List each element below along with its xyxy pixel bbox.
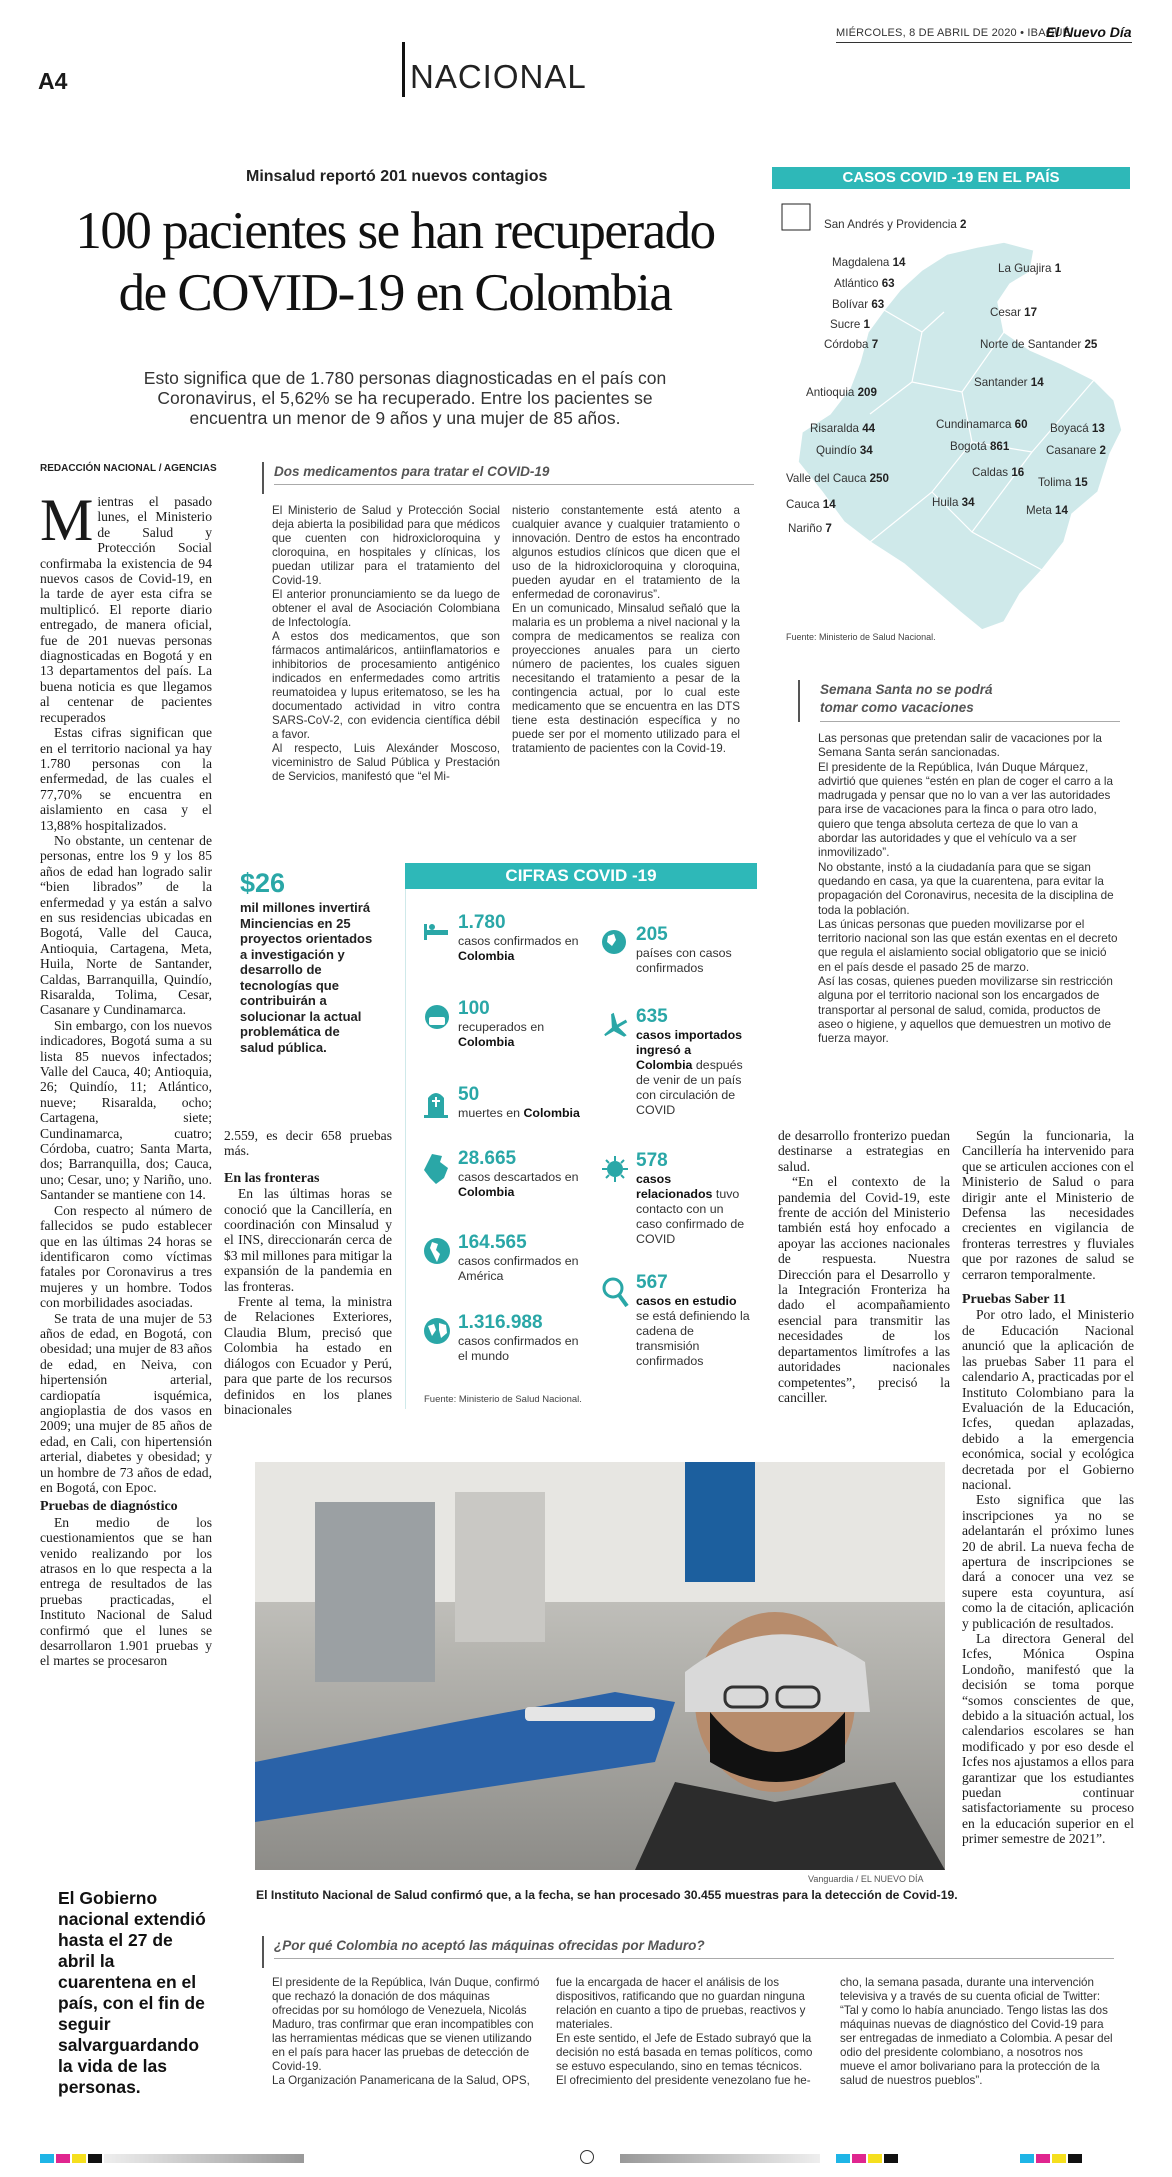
semana-box-rule (820, 721, 1120, 722)
semana-title-line1: Semana Santa no se podrá (820, 682, 993, 697)
money-amount: $26 (240, 868, 286, 898)
stat-label: casos importados ingresó a Colombia después de venir de un país con circulación de COVID (636, 1028, 743, 1117)
subhead-fronteras: En las fronteras (224, 1170, 320, 1186)
map-label-sucre: Sucre 1 (830, 318, 870, 331)
deck: Esto significa que de 1.780 personas diagnosticadas en el país con Coronavirus, el 5,62% se ha recuperado. Entre los pacientes se encuentra un menor de 9 años y una mujer de 85 años. (143, 368, 667, 428)
map-label-antioquia: Antioquia 209 (806, 386, 877, 399)
main-p4: Sin embargo, con los nuevos indicadores, Bogotá suma a su lista 85 nuevos infectados; Valle del Cauca, 40; Antioquia, 26; Quindío, 11; Atlántico, nueve; Risaralda, ocho; Cartagena, siete; Cundinamarca, cuatro; Córdoba, cuatro; Santa Marta, dos; Barranquilla, dos; Cauca, uno; Cesar, uno; y Nariño, uno. Santander se mantiene con 14. (40, 1017, 212, 1203)
maduro-box-bracket (262, 1936, 274, 1968)
col2-p2: En las últimas horas se conoció que la Cancillería, en coordinación con Minsalud y el INS, direccionarán cerca de $3 mil millones para mitigar la expansión de la pandemia en las fronteras. (224, 1186, 392, 1294)
stat-countries (600, 924, 750, 976)
stat-discarded (422, 1148, 582, 1200)
col2-p3: Frente al tema, la ministra de Relaciones Exteriores, Claudia Blum, precisó que Colombia ha estado en diálogos con Ecuador y Perú, para que parte de los recursos definidos en los planes binacionales (224, 1294, 392, 1417)
stat-label: muertes en Colombia (458, 1106, 580, 1120)
map-label-magdalena: Magdalena 14 (832, 256, 906, 269)
stat-confirmed (422, 912, 582, 964)
brand-logo: El Nuevo Día (1046, 24, 1132, 40)
col4-p1: Según la funcionaria, la Cancillería ha intervenido para que se articulen acciones con el Ministerio de Salud o para dirigir ante el Ministerio de Defensa las necesidades crecientes en vigilancia de fronteras terrestres y fluviales que por razones de salud se cerraron temporalmente. (962, 1128, 1134, 1282)
col2-text (224, 1128, 392, 1417)
stat-number: 28.665 (458, 1148, 517, 1169)
stat-label: países con casos confirmados (636, 946, 732, 975)
stat-label: casos relacionados tuvo contacto con un caso confirmado de COVID (636, 1172, 745, 1246)
subhead-pruebas: Pruebas de diagnóstico (40, 1499, 178, 1515)
stat-study (600, 1272, 750, 1369)
maduro-col3: cho, la semana pasada, durante una intervención televisiva y a través de su cuenta oficial de Twitter: “Tal y como lo había anunciado. Tengo listas las dos máquinas nuevas de diagnóstico del Covid-19 para ser entregadas de inmediato a Colombia. A pesar del odio del presidente colombiano, a nosotros nos mueve el amor bolivariano para la protección de la salud de nuestros pueblos”. (840, 1976, 1113, 2087)
stat-number: 578 (636, 1150, 668, 1171)
byline: REDACCIÓN NACIONAL / AGENCIAS (40, 463, 217, 474)
inset-box (782, 204, 810, 230)
main-p7: En medio de los cuestionamientos que se han venido realizando por los atrasos en lo que respecta a la entrega de resultados de las pruebas practicadas, el Instituto Nacional de Salud confirmó que el lunes se desarrollaron 1.901 pruebas y el martes se procesaron (40, 1514, 212, 1669)
money-text: mil millones invertirá Minciencias en 25 proyectos orientados a investigación y desarrollo de tecnologías que contribuirán a solucionar la actual problemática de salud pública. (240, 900, 373, 1055)
colombia-map-icon (422, 1152, 450, 1186)
col4-text (962, 1128, 1134, 1847)
map-label-valle: Valle del Cauca 250 (786, 472, 889, 485)
dropcap: M (40, 487, 94, 553)
photo-caption: El Instituto Nacional de Salud confirmó que, a la fecha, se han procesado 30.455 muestras para la detección de Covid-19. (256, 1888, 958, 1902)
kicker: Minsalud reportó 201 nuevos contagios (246, 168, 548, 185)
stat-america (422, 1232, 582, 1284)
cifras-title: CIFRAS COVID -19 (505, 866, 657, 885)
registration-mark (580, 2150, 594, 2164)
stat-related (600, 1150, 750, 1247)
map-label-la-guajira: La Guajira 1 (998, 262, 1062, 275)
photo-credit: Vanguardia / EL NUEVO DÍA (808, 1874, 924, 1884)
header-rule (836, 42, 1132, 43)
map-label-tolima: Tolima 15 (1038, 476, 1088, 489)
stat-number: 567 (636, 1272, 668, 1293)
america-globe-icon (422, 1236, 452, 1266)
meds-box-title: Dos medicamentos para tratar el COVID-19 (274, 464, 550, 479)
stat-imported (600, 1006, 750, 1118)
semana-box-bracket (798, 680, 810, 722)
main-p2: Estas cifras significan que en el territorio nacional ya hay 1.780 personas con la enfermedad, de las cuales el 77,70% se encuentra en aislamiento en casa y el 13,88% hospitalizados. (40, 725, 212, 833)
headline (30, 200, 760, 324)
magnifier-icon (600, 1276, 630, 1310)
section-title: NACIONAL (410, 58, 587, 95)
tombstone-icon (422, 1088, 450, 1118)
stat-number: 205 (636, 924, 668, 945)
maduro-box-title: ¿Por qué Colombia no aceptó las máquinas ofrecidas por Maduro? (274, 1938, 705, 1953)
dateline: MIÉRCOLES, 8 DE ABRIL DE 2020 • IBAGUÉ (836, 27, 1071, 39)
map-label-bogota: Bogotá 861 (950, 440, 1010, 453)
stat-number: 164.565 (458, 1232, 527, 1253)
map-label-quindio: Quindío 34 (816, 444, 873, 457)
map-label-narino: Nariño 7 (788, 522, 832, 535)
map-label-cesar: Cesar 17 (990, 306, 1038, 319)
page-number: A4 (38, 68, 68, 94)
semana-box-title (820, 681, 993, 717)
map-label-casanare: Casanare 2 (1046, 444, 1106, 457)
map-label-norte-santander: Norte de Santander 25 (980, 338, 1098, 351)
stat-label: casos confirmados en América (458, 1254, 579, 1283)
cifras-source: Fuente: Ministerio de Salud Nacional. (424, 1394, 582, 1405)
stat-label: casos confirmados en Colombia (458, 934, 579, 963)
maduro-col1: El presidente de la República, Iván Duque, confirmó que rechazó la donación de dos máquinas ofrecidas por su homólogo de Venezuela, Nicolás Maduro, tras confirmar que eran incompatibles con las herramientas médicas que se vienen utilizando en el país para hacer las pruebas de detección de Covid-19. La Organización Panamericana de la Salud, OPS, (272, 1976, 540, 2087)
airplane-icon (600, 1012, 630, 1042)
stat-number: 635 (636, 1006, 668, 1027)
col4-p2: Por otro lado, el Ministerio de Educación Nacional anunció que la aplicación de las pruebas Saber 11 para el calendario A, practicadas por el Instituto Colombiano para la Evaluación de la Educación, Icfes, quedan aplazadas, debido a la emergencia económica, social y ecológica decretada por el Gobierno nacional. (962, 1307, 1134, 1492)
hospital-bed-icon (422, 916, 450, 944)
stat-world (422, 1312, 582, 1364)
stat-number: 50 (458, 1084, 480, 1105)
col3-p1: de desarrollo fronterizo puedan destinarse a estrategias en salud. (778, 1128, 950, 1174)
map-source: Fuente: Ministerio de Salud Nacional. (786, 632, 936, 642)
stat-label: casos descartados en Colombia (458, 1170, 579, 1199)
map-label-cauca: Cauca 14 (786, 498, 836, 511)
map-label-inset: San Andrés y Providencia 2 (824, 218, 967, 231)
map-label-cordoba: Córdoba 7 (824, 338, 879, 351)
headline-line2: de COVID-19 en Colombia (118, 264, 672, 322)
map-label-atlantico: Atlántico 63 (834, 277, 895, 290)
map-label-huila: Huila 34 (932, 496, 975, 509)
main-article-column (40, 487, 212, 1669)
col4-p4: La directora General del Icfes, Mónica Ospina Londoño, manifestó que la decisión se toma porque “somos conscientes de que, debido a la situación actual, los calendarios escolares se han modificado y por eso desde el Icfes nos ajustamos a ellos para garantizar que los estudiantes puedan continuar satisfactoriamente su proceso en la educación superior en el primer semestre de 2021”. (962, 1631, 1134, 1847)
masked-face-icon (422, 1002, 452, 1032)
semana-box-body: Las personas que pretendan salir de vacaciones por la Semana Santa serán sancionadas. El presidente de la República, Iván Duque Márquez, advirtió que quienes “estén en plan de coger el carro a la madrugada y pensar que no lo van a ver las autoridades para irse de vacaciones para la finca o para otro lado, quiero que tenga absoluta certeza de que lo van a abordar las autoridades y que el vehículo va a ser inmovilizado”. No obstante, instó a la ciudadanía para que se sigan quedando en casa, ya que la cuarentena, para evitar la propagación del Coronavirus, necesita de la disciplina de toda la población. Las únicas personas que pueden movilizarse por el territorio nacional son las que están exentas en el decreto que regula el aislamiento social obligatorio que se inició en el país desde el pasado 25 de marzo. Así las cosas, quienes pueden movilizarse sin restricción alguna por el territorio nacional son los encargados de transportar al personal de salud, comida, productos de aseo o higiene, y aquellos que demuestren un motivo de fuerza mayor. (818, 732, 1118, 1046)
stat-number: 1.780 (458, 912, 506, 933)
col2-p1: 2.559, es decir 658 pruebas más. (224, 1128, 392, 1159)
map-label-cundinamarca: Cundinamarca 60 (936, 418, 1028, 431)
maduro-col2: fue la encargada de hacer el análisis de los dispositivos, ratificando que no guardan ninguna relación en cuanto a tipo de pruebas, reactivos y materiales. En este sentido, el Jefe de Estado subrayó que la decisión no está basada en temas políticos, como se estuvo especulando, sino en temas técnicos. El ofrecimiento del presidente venezolano fue he- (556, 1976, 813, 2087)
main-p1: ientras el pasado lunes, el Ministerio de Salud y Protección Social confirmaba la existencia de 94 nuevos casos de Covid-19, en la tarde de ayer esta cifra se multiplicó. El reporte diario entregado, de manera oficial, fue de 201 nuevas personas diagnosticadas en Bogotá y en 13 departamentos del país. La buena noticia es que llegamos al centenar de pacientes recuperados (40, 494, 212, 725)
col4-p3: Esto significa que las inscripciones ya no se adelantarán el próximo lunes 20 de abril. La nueva fecha de apertura de inscripciones se dará a conocer una vez se supere esta coyuntura, así como la de citación, aplicación y publicación de resultados. (962, 1492, 1134, 1631)
meds-box-right: nisterio constantemente está atento a cualquier avance y cualquier tratamiento o innovación. Dentro de estos ha encontrado algunos estudios clínicos que dicen que el uso de la hidroxicloroquina y cloroquina, pueden ayudar en el tratamiento de la enfermedad de coronavirus”. En un comunicado, Minsalud señaló que la malaria es un problema a nivel nacional y la compra de medicamentos se realiza con proyecciones anuales para un cierto número de pacientes, los cuales siguen necesitando el tratamiento a pesar de la contingencia actual, por lo cual este medicamento que se encuentra en las DTS tiene esta destinación específica y no puede ser por el momento utilizado para el tratamiento de pacientes con la Covid-19. (512, 504, 740, 755)
map-label-boyaca: Boyacá 13 (1050, 422, 1105, 435)
stat-number: 100 (458, 998, 490, 1019)
main-p5: Con respecto al número de fallecidos se pudo establecer que en las últimas 24 horas se identificaron como víctimas fatales por Coronavirus a tres mujeres y un hombre. Todos con morbilidades asociadas. (40, 1202, 212, 1311)
photo-scene (255, 1462, 945, 1870)
stat-label: recuperados en Colombia (458, 1020, 545, 1049)
map-label-risaralda: Risaralda 44 (810, 422, 876, 435)
globe-icon (600, 928, 628, 956)
map-label-caldas: Caldas 16 (972, 466, 1025, 479)
meds-box-left: El Ministerio de Salud y Protección Social deja abierta la posibilidad para que médicos que cuenten con hidroxicloroquina y cloroquina, en hospitales y clínicas, los puedan utilizar para el tratamiento del Covid-19. El anterior pronunciamiento se da luego de obtener el aval de Asociación Colombiana de Infectología. A estos dos medicamentos, que son fármacos antimaláricos, antiinflamatorios e inhibitorios de procesamiento antigénico indicados en enfermedades como artritis reumatoidea y lupus eritematoso, se les ha documentado actividad in vitro contra SARS-CoV-2, con evidencia científica débil a favor. Al respecto, Luis Alexánder Moscoso, viceministro de Salud Pública y Prestación de Servicios, manifestó que “el Mi- (272, 504, 500, 783)
stat-label: casos en estudio se está definiendo la cadena de transmisión confirmados (636, 1294, 750, 1368)
stat-recovered (422, 998, 582, 1050)
meds-box-rule (274, 484, 754, 485)
main-p6: Se trata de una mujer de 53 años de edad, en Bogotá, con obesidad; una mujer de 83 años de edad, en Neiva, con hipertensión arterial, cardiopatía isquémica, angioplastia de dos vasos en 2009; una mujer de 85 años de edad, en Cali, con hipertensión arterial, diabetes y obesidad; y un hombre de 73 años de edad, en Bogotá, con Epoc. (40, 1310, 212, 1495)
pullquote: El Gobierno nacional extendió hasta el 27 de abril la cuarentena en el país, con el fin de seguir salvarguardando la vida de las personas. (58, 1888, 206, 2097)
stat-number: 1.316.988 (458, 1312, 543, 1333)
world-globe-icon (422, 1316, 452, 1346)
subhead-saber11: Pruebas Saber 11 (962, 1292, 1066, 1308)
headline-line1: 100 pacientes se han recuperado (75, 202, 715, 260)
stat-deaths (422, 1084, 582, 1121)
section-divider (402, 42, 405, 97)
col3-text (778, 1128, 950, 1405)
semana-title-line2: tomar como vacaciones (820, 700, 974, 715)
main-p3: No obstante, un centenar de personas, entre los 9 y los 85 años de edad han logrado salir “bien librados” de la enfermedad y ya están a salvo en sus residencias ubicadas en Bogotá, Valle del Cauca, Antioquia, Cartagena, Meta, Huila, Norte de Santander, Caldas, Barranquilla, Quindío, Risaralda, Tolima, Cesar, Casanare y Cundinamarca. (40, 832, 212, 1018)
col3-p2: “En el contexto de la pandemia del Covid-19, este frente de acción del Ministerio también está hoy enfocado a apoyar las acciones nacionales de respuesta. Nuestra Dirección para el Desarrollo y la Integración Fronteriza ha dado el acompañamiento esencial para transmitir las necesidades de los departamentos limítrofes a las autoridades nacionales competentes”, precisó la canciller. (778, 1174, 950, 1405)
map-label-santander: Santander 14 (974, 376, 1044, 389)
stat-label: casos confirmados en el mundo (458, 1334, 579, 1363)
meds-box-bracket (262, 462, 274, 494)
map-label-meta: Meta 14 (1026, 504, 1068, 517)
map-label-bolivar: Bolívar 63 (832, 298, 885, 311)
maduro-box-rule (274, 1958, 1114, 1959)
news-photo (255, 1462, 945, 1870)
virus-icon (600, 1154, 630, 1184)
map-title: CASOS COVID -19 EN EL PAÍS (842, 169, 1060, 186)
color-bar-left (40, 2154, 340, 2163)
color-bar-right (620, 2154, 1120, 2163)
